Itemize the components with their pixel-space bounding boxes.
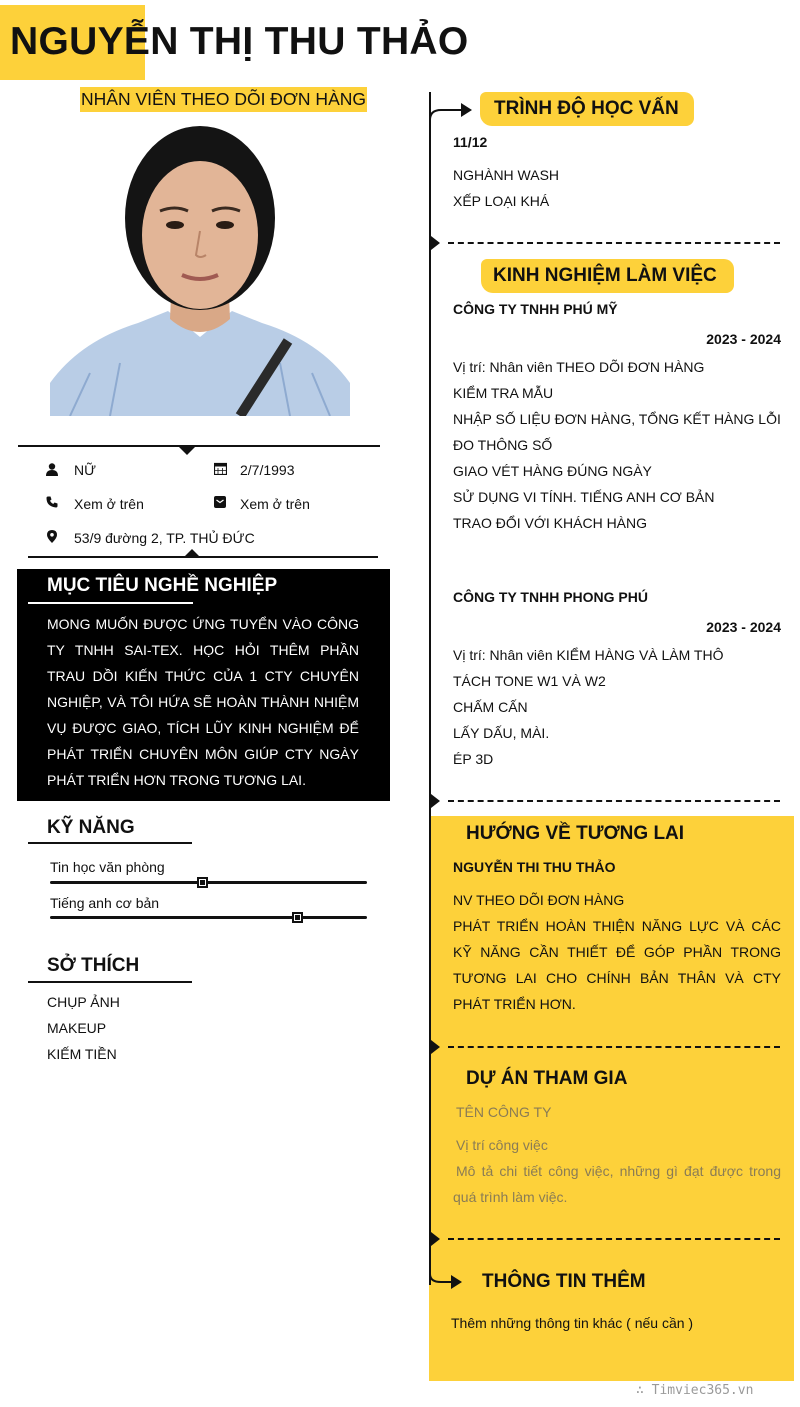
- job-detail: ÉP 3D: [453, 751, 494, 767]
- hobby-item: MAKEUP: [47, 1020, 107, 1036]
- job-detail: NHẬP SỐ LIỆU ĐƠN HÀNG, TỔNG KẾT HÀNG LỖI: [453, 411, 781, 427]
- education-major: NGHÀNH WASH: [453, 167, 560, 183]
- job-period: 2023 - 2024: [706, 619, 781, 635]
- skill-level-handle: [197, 877, 208, 888]
- contact-bottom-divider: [28, 556, 378, 558]
- future-text: PHÁT TRIỂN HOÀN THIỆN NĂNG LỰC VÀ CÁC KỸ NĂNG CẦN THIẾT ĐỂ GÓP PHẦN TRONG TƯƠNG LAI CHO CHÍNH BẢN THÂN VÀ CTY PHÁT TRIỂN HƠN.: [453, 918, 781, 1012]
- job-period: 2023 - 2024: [706, 331, 781, 347]
- skills-underline: [28, 842, 192, 844]
- watermark-logo-icon: ∴: [636, 1383, 644, 1398]
- address-value: 53/9 đường 2, TP. THỦ ĐỨC: [74, 530, 255, 546]
- location-pin-icon: [45, 529, 59, 543]
- job-detail: TÁCH TONE W1 VÀ W2: [453, 673, 606, 689]
- candidate-name: NGUYỄN THỊ THU THẢO: [10, 20, 469, 63]
- job-detail: ĐO THÔNG SỐ: [453, 437, 553, 453]
- education-rank: XẾP LOẠI KHÁ: [453, 193, 550, 209]
- birthday-value: 2/7/1993: [240, 462, 295, 478]
- section-divider: [448, 242, 780, 244]
- extra-info-title: THÔNG TIN THÊM: [482, 1271, 646, 1292]
- job-detail: KIỂM TRA MẪU: [453, 385, 554, 401]
- section-divider: [448, 1046, 780, 1048]
- future-role: NV THEO DÕI ĐƠN HÀNG: [453, 892, 625, 908]
- timeline-marker-icon: [431, 794, 440, 808]
- timeline-marker-icon: [431, 1232, 440, 1246]
- job-detail: GIAO VÉT HÀNG ĐÚNG NGÀY: [453, 463, 652, 479]
- skill-level-track: [50, 881, 367, 884]
- timeline-arrow-icon: [429, 100, 473, 122]
- education-title: TRÌNH ĐỘ HỌC VẤN: [494, 98, 679, 119]
- contact-top-divider: [18, 445, 380, 447]
- skill-label: Tin học văn phòng: [50, 859, 165, 875]
- job-title: NHÂN VIÊN THEO DÕI ĐƠN HÀNG: [80, 87, 367, 112]
- objective-title: MỤC TIÊU NGHỀ NGHIỆP: [47, 575, 278, 596]
- email-value: Xem ở trên: [240, 496, 310, 512]
- job-detail: Vị trí: Nhân viên KIỂM HÀNG VÀ LÀM THÔ: [453, 647, 724, 663]
- section-divider: [448, 1238, 780, 1240]
- phone-value: Xem ở trên: [74, 496, 144, 512]
- gender-value: NỮ: [74, 462, 97, 478]
- email-icon: [213, 495, 227, 509]
- objective-text: MONG MUỐN ĐƯỢC ỨNG TUYỂN VÀO CÔNG TY TNHH SAI-TEX. HỌC HỎI THÊM PHẦN TRAU DỒI KIẾN THỨC CỦA 1 CTY CHUYÊN NGHIỆP, VÀ TÔI HỨA SẼ HOÀN THÀNH NHIỆM VỤ ĐƯỢC GIAO, TÍCH LŨY KINH NGHIỆM ĐỂ PHÁT TRIỂN CHUYÊN MÔN GIÚP CTY NGÀY PHÁT TRIỂN HƠN TRONG TƯƠNG LAI.: [47, 616, 359, 788]
- future-title: HƯỚNG VỀ TƯƠNG LAI: [466, 823, 685, 844]
- job-detail: LẤY DẤU, MÀI.: [453, 725, 550, 741]
- user-icon: [45, 462, 59, 476]
- hobbies-title: SỞ THÍCH: [47, 955, 140, 976]
- education-grade: 11/12: [453, 134, 488, 150]
- project-description-placeholder: Mô tả chi tiết công việc, những gì đạt được trong quá trình làm việc.: [453, 1163, 781, 1205]
- timeline-marker-icon: [431, 1040, 440, 1054]
- watermark: [636, 1383, 753, 1398]
- job-detail: CHẤM CẤN: [453, 699, 528, 715]
- project-position-placeholder: Vị trí công việc: [456, 1137, 548, 1153]
- phone-icon: [45, 495, 59, 509]
- hobby-item: KIẾM TIỀN: [47, 1046, 117, 1062]
- skill-level-track: [50, 916, 367, 919]
- watermark-text: Timviec365.vn: [651, 1383, 754, 1398]
- calendar-icon: [213, 461, 227, 475]
- divider-arrow-down-icon: [179, 447, 195, 455]
- profile-photo: [50, 123, 350, 416]
- hobby-item: CHỤP ẢNH: [47, 994, 120, 1010]
- timeline-marker-icon: [431, 236, 440, 250]
- skills-title: KỸ NĂNG: [47, 817, 135, 838]
- job-company: CÔNG TY TNHH PHONG PHÚ: [453, 589, 648, 605]
- skill-level-handle: [292, 912, 303, 923]
- job-company: CÔNG TY TNHH PHÚ MỸ: [453, 301, 618, 317]
- projects-title: DỰ ÁN THAM GIA: [466, 1068, 628, 1089]
- job-detail: TRAO ĐỔI VỚI KHÁCH HÀNG: [453, 515, 648, 531]
- experience-title: KINH NGHIỆM LÀM VIỆC: [493, 265, 717, 286]
- future-name: NGUYỄN THI THU THẢO: [453, 859, 616, 875]
- timeline-end-arrow-icon: [429, 1268, 463, 1290]
- project-company-placeholder: TÊN CÔNG TY: [456, 1104, 552, 1120]
- job-detail: SỬ DỤNG VI TÍNH. TIẾNG ANH CƠ BẢN: [453, 489, 715, 505]
- section-divider: [448, 800, 780, 802]
- timeline-line: [429, 92, 431, 1285]
- job-detail: Vị trí: Nhân viên THEO DÕI ĐƠN HÀNG: [453, 359, 705, 375]
- hobbies-underline: [28, 981, 192, 983]
- extra-info-text: Thêm những thông tin khác ( nếu cần ): [451, 1315, 694, 1331]
- skill-label: Tiếng anh cơ bản: [50, 895, 160, 911]
- objective-underline: [28, 602, 193, 604]
